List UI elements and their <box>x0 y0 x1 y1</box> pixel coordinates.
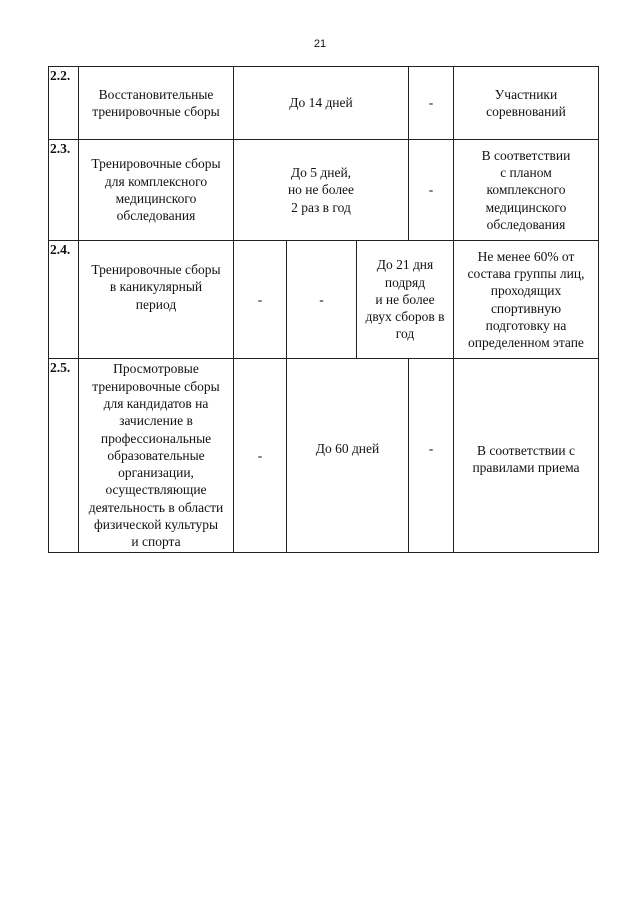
duration-cell: До 21 дня подряд и не более двух сборов в год <box>365 257 445 342</box>
dash-cell: - <box>428 182 434 198</box>
participants-cell: В соответствии с планом комплексного медицинского обследования <box>481 147 571 232</box>
page-number: 21 <box>313 38 327 50</box>
row-number: 2.3. <box>50 141 71 156</box>
event-name-cell: Тренировочные сборы для комплексного медицинского обследования <box>91 156 221 224</box>
dash-cell: - <box>428 95 434 111</box>
dash-cell: - <box>257 291 263 307</box>
participants-cell: В соответствии с правилами приема <box>472 442 580 475</box>
row-number: 2.2. <box>50 68 71 83</box>
duration-cell: До 5 дней, но не более 2 раз в год <box>287 165 355 215</box>
duration-cell: До 60 дней <box>315 441 380 457</box>
event-name-cell: Просмотровые тренировочные сборы для кандидатов на зачисление в профессиональные образовательные организации, осуществляющие деятельность в области физической культуры и спорта <box>88 361 224 550</box>
table-border-right <box>598 66 599 553</box>
dash-cell: - <box>257 447 263 463</box>
duration-cell: До 14 дней <box>289 95 353 111</box>
event-name-cell: Восстановительные тренировочные сборы <box>92 86 220 119</box>
row-number: 2.4. <box>50 242 71 257</box>
dash-cell: - <box>319 291 324 307</box>
participants-cell: Не менее 60% от состава группы лиц, проходящих спортивную подготовку на определенном этапе <box>467 248 585 351</box>
table-border-left <box>48 66 49 553</box>
participants-cell: Участники соревнований <box>486 86 566 119</box>
event-name-cell: Тренировочные сборы в каникулярный период <box>91 262 221 312</box>
row-number: 2.5. <box>50 360 71 375</box>
dash-cell: - <box>428 441 434 457</box>
